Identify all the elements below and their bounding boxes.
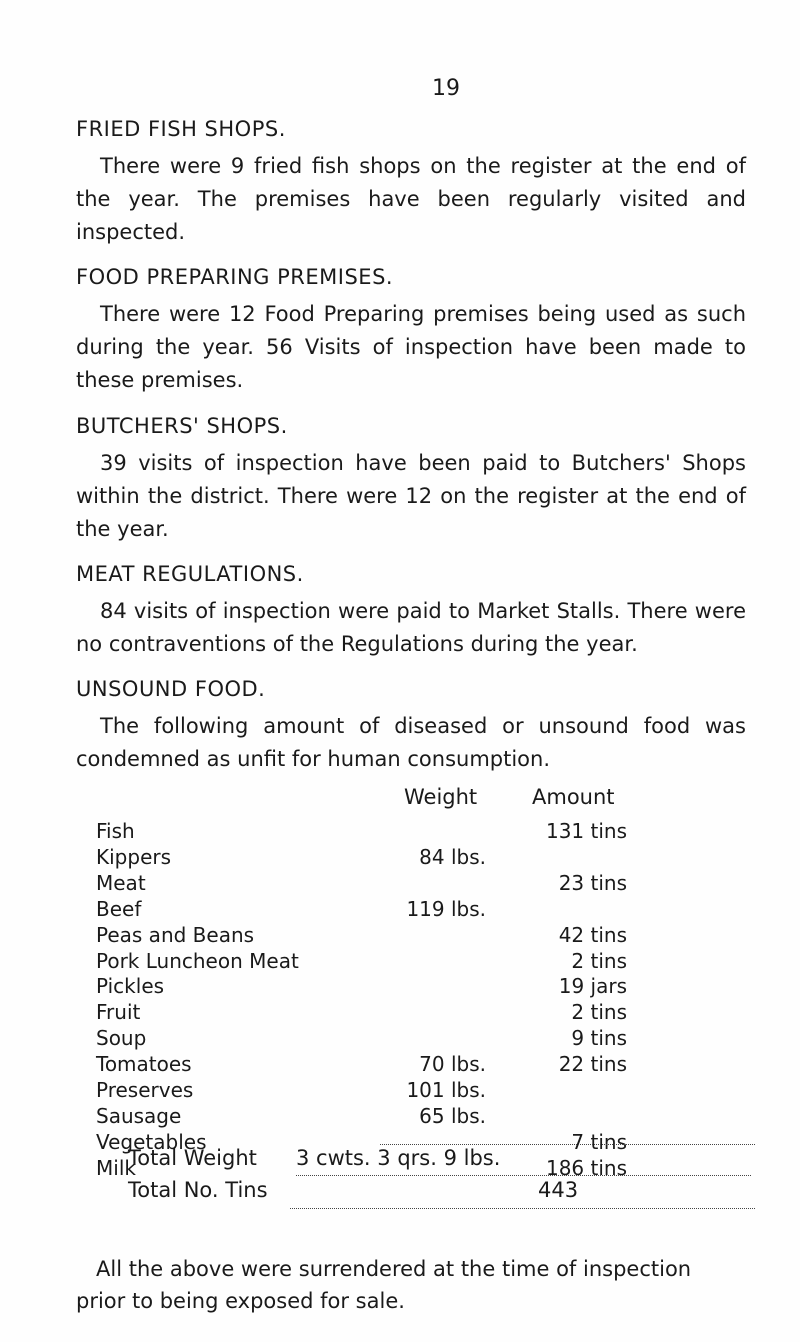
table-row-amount: 9 tins	[571, 1026, 627, 1050]
section-heading: FRIED FISH SHOPS.	[76, 117, 286, 141]
section-body: There were 12 Food Preparing premises being used as such during the year. 56 Visits of inspection have been made to these premises.	[76, 302, 746, 392]
table-row-weight: 84 lbs.	[419, 845, 486, 869]
section-body: 84 visits of inspection were paid to Market Stalls. There were no contraventions of the Regulations during the year.	[76, 599, 746, 656]
closing-paragraph	[76, 1253, 746, 1317]
total-rule	[380, 1144, 755, 1145]
table-row-weight	[380, 1026, 486, 1054]
table-row-weight: 65 lbs.	[419, 1104, 486, 1128]
table-row-item: Kippers	[96, 845, 172, 869]
table-row-amount	[500, 845, 627, 873]
table-row-item: Vegetables	[96, 1130, 207, 1154]
table-row-amount: 186 tins	[545, 1156, 627, 1180]
section-body: The following amount of diseased or unsound food was condemned as unfit for human consumption.	[76, 714, 746, 771]
table-row-weight: 119 lbs.	[406, 897, 486, 921]
table-row-weight: 101 lbs.	[406, 1078, 486, 1102]
closing-line-2: prior to being exposed for sale.	[76, 1289, 405, 1313]
table-row-amount: 42 tins	[558, 923, 627, 947]
amount-column-header: Amount	[532, 785, 615, 809]
table-row-weight	[380, 1000, 486, 1028]
table-row-amount	[500, 1078, 627, 1106]
total-weight-value: 3 cwts. 3 qrs. 9 lbs.	[296, 1146, 501, 1170]
closing-line-1: All the above were surrendered at the time of inspection	[96, 1257, 692, 1281]
table-row-item: Pork Luncheon Meat	[96, 949, 299, 973]
section-body: There were 9 fried fish shops on the register at the end of the year. The premises have been regularly visited and inspected.	[76, 154, 746, 244]
total-weight-label: Total Weight	[128, 1146, 257, 1170]
table-row-item: Milk	[96, 1156, 136, 1180]
section-food-preparing-premises	[76, 262, 746, 397]
table-row-weight	[380, 974, 486, 1002]
table-row-item: Fruit	[96, 1000, 141, 1024]
section-heading: BUTCHERS' SHOPS.	[76, 414, 288, 438]
weight-column-header: Weight	[404, 785, 478, 809]
section-butchers-shops	[76, 411, 746, 546]
section-heading: UNSOUND FOOD.	[76, 677, 266, 701]
table-row-amount: 131 tins	[545, 819, 627, 843]
table-row-item: Preserves	[96, 1078, 194, 1102]
table-row-item: Pickles	[96, 974, 165, 998]
section-heading: FOOD PREPARING PREMISES.	[76, 265, 394, 289]
total-weight-rule	[296, 1175, 751, 1176]
section-meat-regulations	[76, 559, 746, 661]
table-row-item: Fish	[96, 819, 135, 843]
page-number: 19	[432, 76, 460, 101]
section-unsound-food	[76, 674, 746, 776]
table-row-weight	[380, 819, 486, 847]
table-row-amount: 2 tins	[571, 949, 627, 973]
table-row-item: Beef	[96, 897, 142, 921]
table-row-item: Soup	[96, 1026, 147, 1050]
table-row-amount	[500, 1104, 627, 1132]
section-fried-fish-shops	[76, 114, 746, 249]
table-row-amount: 19 jars	[558, 974, 627, 998]
table-row-weight: 70 lbs.	[419, 1052, 486, 1076]
table-row-amount	[500, 897, 627, 925]
table-row-weight	[380, 871, 486, 899]
section-heading: MEAT REGULATIONS.	[76, 562, 304, 586]
total-tins-value: 443	[538, 1178, 579, 1202]
table-row-amount: 22 tins	[558, 1052, 627, 1076]
table-row-amount: 23 tins	[558, 871, 627, 895]
section-body: 39 visits of inspection have been paid to Butchers' Shops within the district. There were 12 on the register at the end of the year.	[76, 451, 746, 541]
table-row-weight	[380, 923, 486, 951]
table-row-item: Meat	[96, 871, 146, 895]
table-row-amount: 2 tins	[571, 1000, 627, 1024]
table-row-item: Tomatoes	[96, 1052, 192, 1076]
table-row-amount: 7 tins	[571, 1130, 627, 1154]
total-tins-label: Total No. Tins	[128, 1178, 268, 1202]
table-row-item: Sausage	[96, 1104, 182, 1128]
table-row-weight	[380, 949, 486, 977]
table-row-item: Peas and Beans	[96, 923, 255, 947]
total-tins-rule	[290, 1208, 755, 1209]
